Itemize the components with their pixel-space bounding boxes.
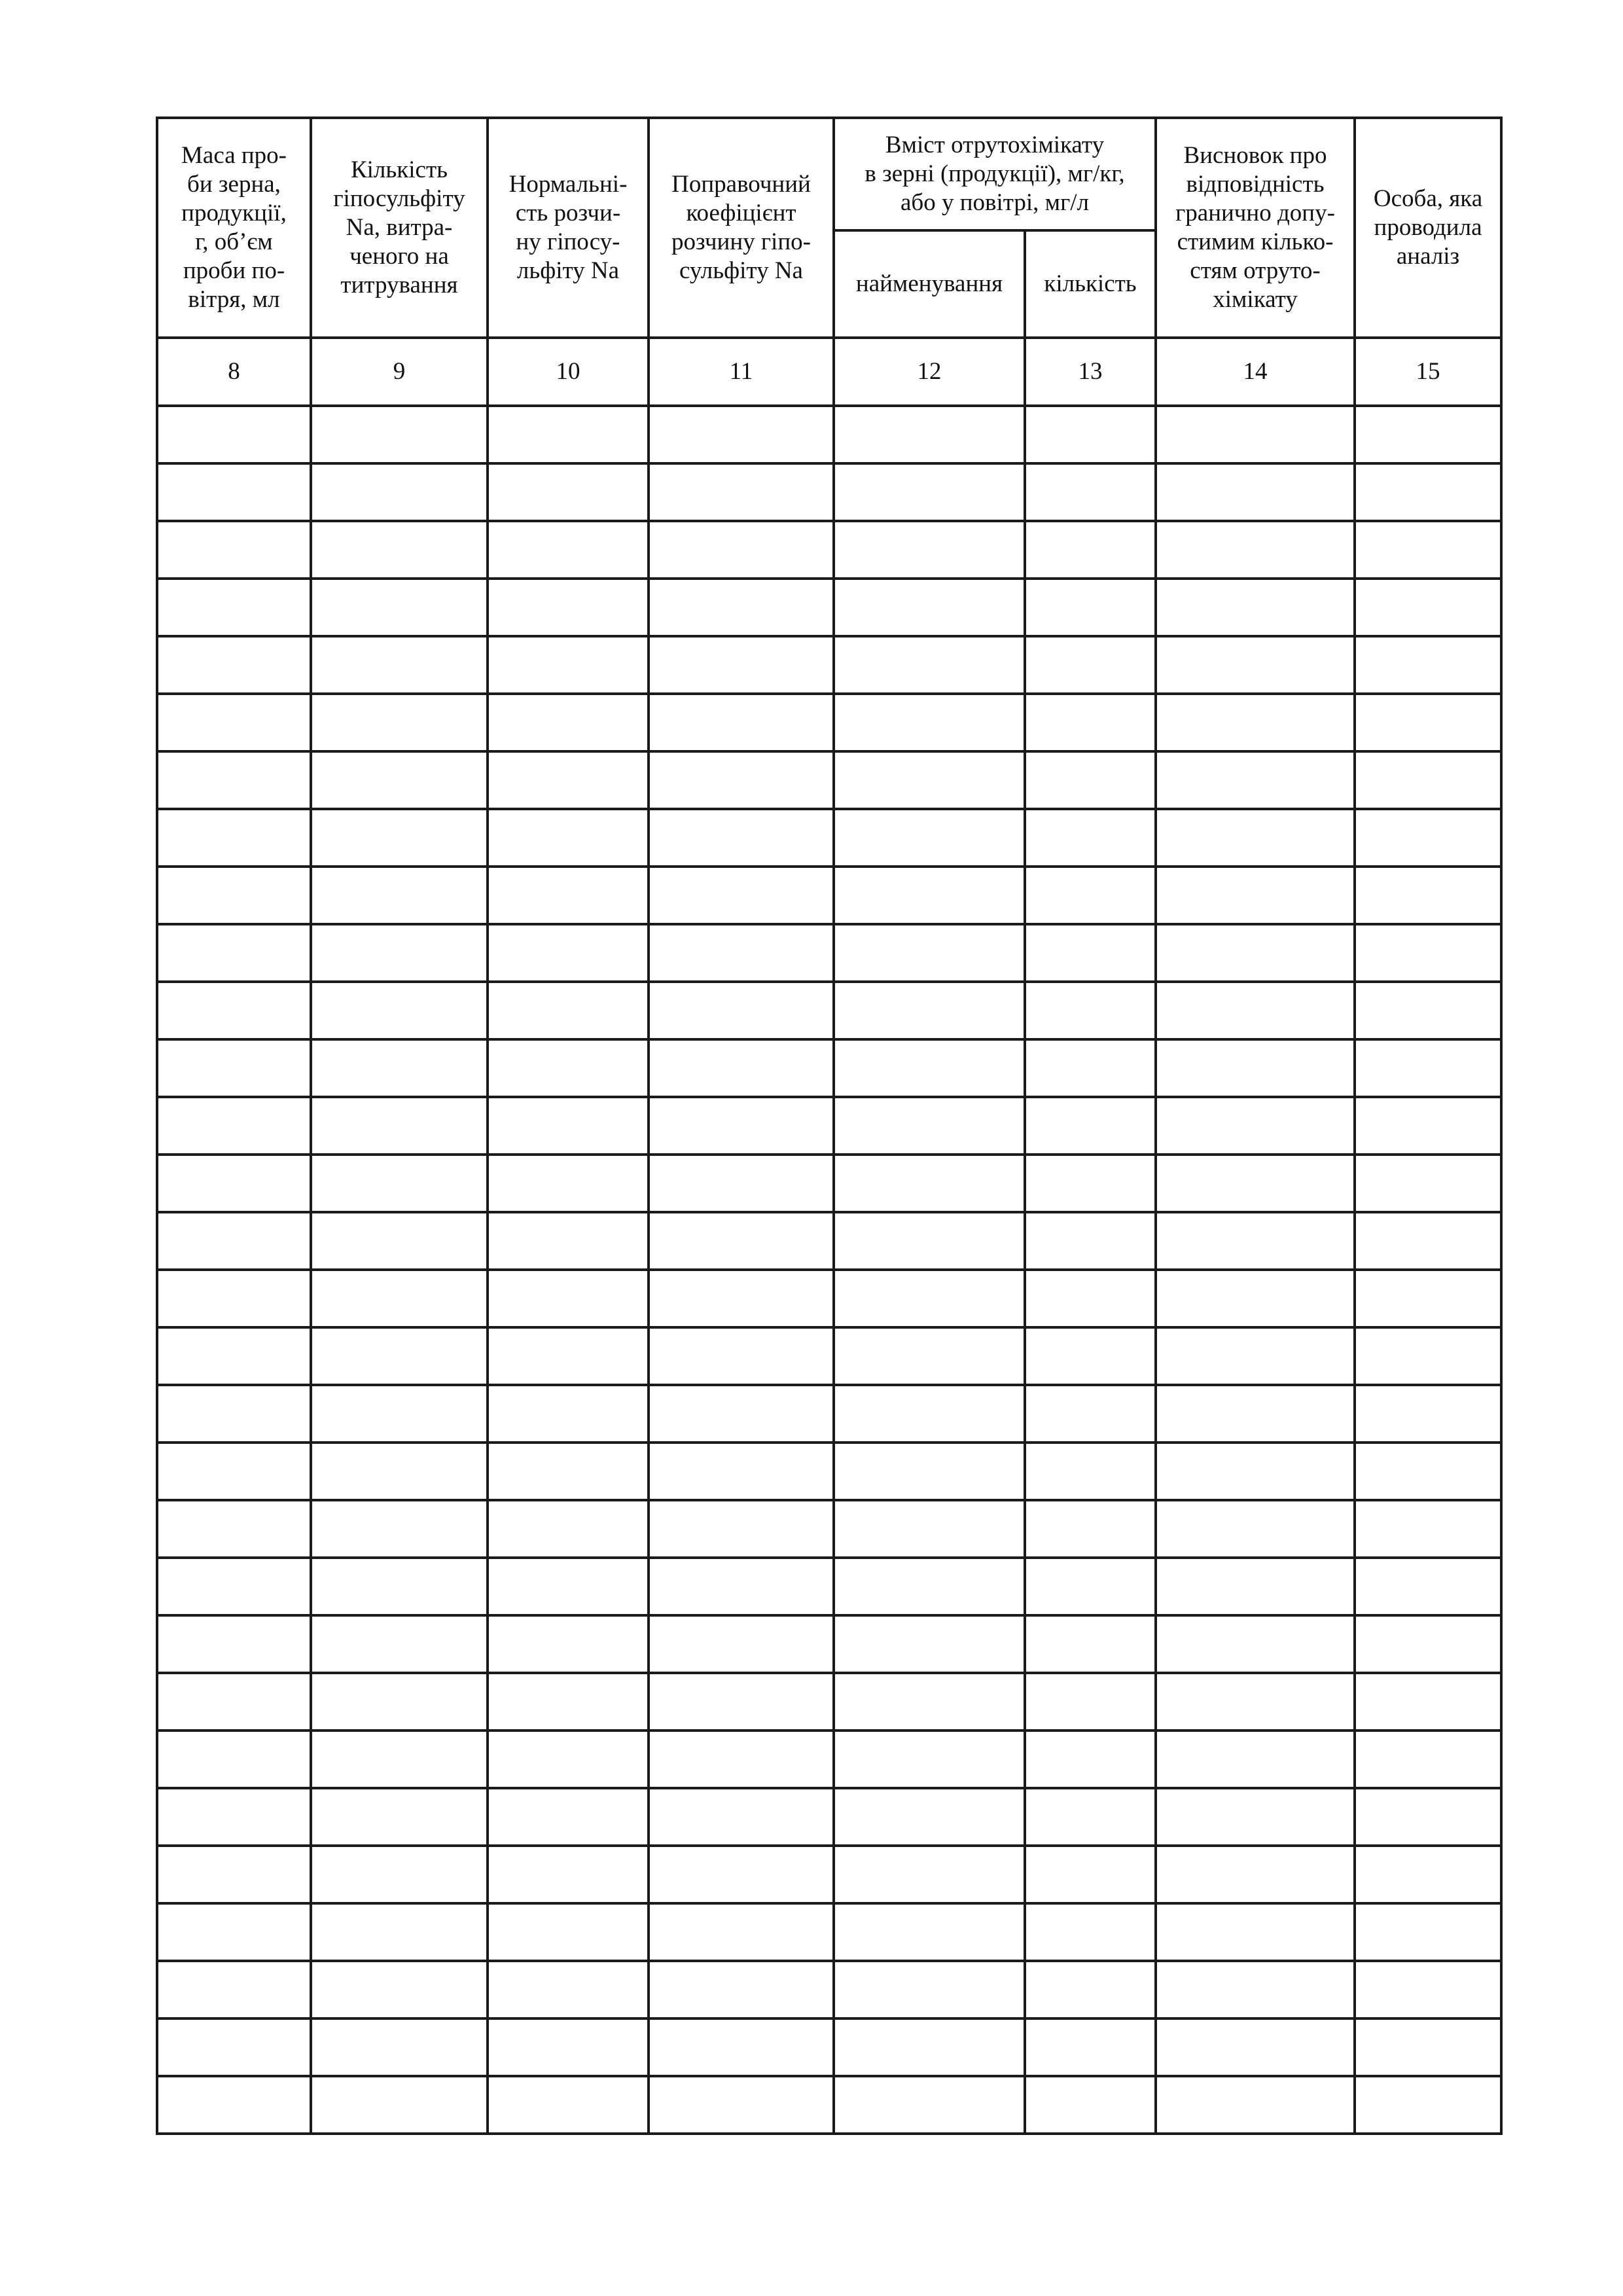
table-cell[interactable]	[649, 521, 834, 579]
header-name: найменування	[834, 230, 1025, 338]
table-cell[interactable]	[157, 579, 311, 636]
table-cell[interactable]	[488, 1385, 649, 1443]
table-cell[interactable]	[488, 1443, 649, 1500]
table-row	[157, 2076, 1501, 2134]
table-cell[interactable]	[1025, 809, 1156, 867]
table-cell[interactable]	[157, 1443, 311, 1500]
table-cell[interactable]	[1156, 1788, 1355, 1846]
table-cell[interactable]	[1025, 751, 1156, 809]
table-row	[157, 867, 1501, 924]
table-cell[interactable]	[157, 463, 311, 521]
table-cell[interactable]	[311, 1558, 488, 1615]
table-cell[interactable]	[1025, 2076, 1156, 2134]
table-cell[interactable]	[1355, 1673, 1501, 1731]
table-cell[interactable]	[1156, 1615, 1355, 1673]
table-cell[interactable]	[311, 521, 488, 579]
table-row	[157, 1673, 1501, 1731]
table-cell[interactable]	[834, 463, 1025, 521]
table-cell[interactable]	[1025, 1327, 1156, 1385]
table-cell[interactable]	[1355, 463, 1501, 521]
table-cell[interactable]	[157, 1788, 311, 1846]
table-cell[interactable]	[1156, 751, 1355, 809]
table-cell[interactable]	[1156, 924, 1355, 982]
table-cell[interactable]	[834, 1673, 1025, 1731]
table-cell[interactable]	[488, 1155, 649, 1212]
table-cell[interactable]	[1156, 406, 1355, 463]
table-cell[interactable]	[649, 1961, 834, 2018]
table-cell[interactable]	[157, 636, 311, 694]
table-cell[interactable]	[1355, 521, 1501, 579]
table-cell[interactable]	[157, 1155, 311, 1212]
table-cell[interactable]	[1355, 2076, 1501, 2134]
table-cell[interactable]	[488, 1327, 649, 1385]
table-cell[interactable]	[1025, 1500, 1156, 1558]
table-cell[interactable]	[834, 1788, 1025, 1846]
table-cell[interactable]	[157, 1731, 311, 1788]
table-cell[interactable]	[1355, 1788, 1501, 1846]
table-cell[interactable]	[1025, 1097, 1156, 1155]
table-cell[interactable]	[311, 1961, 488, 2018]
table-cell[interactable]	[488, 579, 649, 636]
table-cell[interactable]	[834, 982, 1025, 1039]
table-cell[interactable]	[1355, 809, 1501, 867]
table-cell[interactable]	[834, 1615, 1025, 1673]
table-cell[interactable]	[488, 636, 649, 694]
table-cell[interactable]	[1156, 867, 1355, 924]
table-cell[interactable]	[1355, 982, 1501, 1039]
table-cell[interactable]	[1355, 1558, 1501, 1615]
table-cell[interactable]	[649, 1212, 834, 1270]
table-cell[interactable]	[157, 2076, 311, 2134]
table-cell[interactable]	[1025, 521, 1156, 579]
table-cell[interactable]	[488, 1615, 649, 1673]
table-cell[interactable]	[488, 1673, 649, 1731]
table-cell[interactable]	[311, 406, 488, 463]
table-cell[interactable]	[1156, 1385, 1355, 1443]
table-cell[interactable]	[649, 924, 834, 982]
column-number: 13	[1025, 338, 1156, 406]
table-row	[157, 1615, 1501, 1673]
table-cell[interactable]	[649, 1673, 834, 1731]
table-cell[interactable]	[1355, 1903, 1501, 1961]
table-cell[interactable]	[649, 579, 834, 636]
header-pesticide-content: Вміст отрутохімікату в зерні (продукції), мг/кг, або у повітрі, мг/л	[834, 118, 1156, 230]
table-cell[interactable]	[1156, 463, 1355, 521]
table-cell[interactable]	[1156, 579, 1355, 636]
table-cell[interactable]	[488, 1039, 649, 1097]
table-cell[interactable]	[649, 982, 834, 1039]
table-cell[interactable]	[649, 1846, 834, 1903]
table-cell[interactable]	[1355, 1961, 1501, 2018]
table-row	[157, 1961, 1501, 2018]
table-cell[interactable]	[1156, 809, 1355, 867]
table-cell[interactable]	[488, 2018, 649, 2076]
table-cell[interactable]	[649, 1443, 834, 1500]
table-cell[interactable]	[311, 809, 488, 867]
table-cell[interactable]	[488, 694, 649, 751]
table-cell[interactable]	[488, 982, 649, 1039]
table-cell[interactable]	[834, 1270, 1025, 1327]
table-cell[interactable]	[488, 1558, 649, 1615]
table-cell[interactable]	[834, 1903, 1025, 1961]
table-row	[157, 1212, 1501, 1270]
table-cell[interactable]	[157, 2018, 311, 2076]
table-cell[interactable]	[1156, 1097, 1355, 1155]
table-cell[interactable]	[649, 2076, 834, 2134]
table-cell[interactable]	[1355, 694, 1501, 751]
table-cell[interactable]	[1156, 1846, 1355, 1903]
table-cell[interactable]	[488, 809, 649, 867]
table-cell[interactable]	[311, 1270, 488, 1327]
table-cell[interactable]	[157, 1846, 311, 1903]
table-cell[interactable]	[834, 2018, 1025, 2076]
table-cell[interactable]	[488, 1788, 649, 1846]
table-cell[interactable]	[834, 867, 1025, 924]
table-cell[interactable]	[1025, 463, 1156, 521]
table-cell[interactable]	[1156, 521, 1355, 579]
table-row	[157, 636, 1501, 694]
table-cell[interactable]	[1156, 1443, 1355, 1500]
table-cell[interactable]	[649, 1731, 834, 1788]
table-cell[interactable]	[1025, 982, 1156, 1039]
table-cell[interactable]	[834, 1961, 1025, 2018]
table-cell[interactable]	[1156, 1500, 1355, 1558]
table-cell[interactable]	[1025, 579, 1156, 636]
table-row	[157, 1558, 1501, 1615]
table-row	[157, 406, 1501, 463]
table-cell[interactable]	[834, 924, 1025, 982]
table-cell[interactable]	[834, 406, 1025, 463]
column-number: 15	[1355, 338, 1501, 406]
table-cell[interactable]	[157, 1039, 311, 1097]
table-cell[interactable]	[311, 1097, 488, 1155]
table-cell[interactable]	[311, 1385, 488, 1443]
header-analyst: Особа, яка проводила аналіз	[1355, 118, 1501, 338]
journal-table	[156, 117, 1503, 2135]
table-cell[interactable]	[488, 463, 649, 521]
table-cell[interactable]	[311, 751, 488, 809]
table-cell[interactable]	[1355, 1443, 1501, 1500]
table-cell[interactable]	[311, 1615, 488, 1673]
table-cell[interactable]	[649, 694, 834, 751]
table-row	[157, 751, 1501, 809]
table-cell[interactable]	[649, 867, 834, 924]
table-cell[interactable]	[834, 809, 1025, 867]
column-number-row	[157, 338, 1501, 406]
table-cell[interactable]	[834, 1327, 1025, 1385]
table-cell[interactable]	[157, 1903, 311, 1961]
column-number: 11	[649, 338, 834, 406]
table-cell[interactable]	[157, 867, 311, 924]
table-cell[interactable]	[1025, 1903, 1156, 1961]
header-conclusion: Висновок про відповідність гранично допу- стимим кілько- стям отруто- хімікату	[1156, 118, 1355, 338]
table-cell[interactable]	[1025, 636, 1156, 694]
table-cell[interactable]	[157, 809, 311, 867]
table-cell[interactable]	[1156, 1558, 1355, 1615]
table-cell[interactable]	[1355, 1500, 1501, 1558]
table-cell[interactable]	[157, 1615, 311, 1673]
table-cell[interactable]	[1025, 1155, 1156, 1212]
table-cell[interactable]	[649, 1270, 834, 1327]
table-row	[157, 1443, 1501, 1500]
header-quantity: кількість	[1025, 230, 1156, 338]
table-cell[interactable]	[649, 636, 834, 694]
table-cell[interactable]	[488, 1961, 649, 2018]
table-cell[interactable]	[1156, 694, 1355, 751]
table-cell[interactable]	[1025, 1846, 1156, 1903]
table-cell[interactable]	[311, 1731, 488, 1788]
table-cell[interactable]	[1156, 1039, 1355, 1097]
table-cell[interactable]	[649, 1327, 834, 1385]
header-hyposulfite-amount: Кількість гіпосульфіту Na, витра- ченого на титрування	[311, 118, 488, 338]
table-cell[interactable]	[488, 1212, 649, 1270]
table-cell[interactable]	[834, 1731, 1025, 1788]
table-cell[interactable]	[311, 1788, 488, 1846]
table-cell[interactable]	[649, 1039, 834, 1097]
table-cell[interactable]	[1156, 1961, 1355, 2018]
table-cell[interactable]	[311, 1039, 488, 1097]
table-cell[interactable]	[488, 521, 649, 579]
table-cell[interactable]	[834, 2076, 1025, 2134]
table-cell[interactable]	[834, 1558, 1025, 1615]
table-row	[157, 1731, 1501, 1788]
table-cell[interactable]	[488, 2076, 649, 2134]
table-cell[interactable]	[311, 1443, 488, 1500]
table-cell[interactable]	[834, 694, 1025, 751]
table-cell[interactable]	[649, 1903, 834, 1961]
table-cell[interactable]	[311, 1212, 488, 1270]
table-cell[interactable]	[1025, 1443, 1156, 1500]
column-number: 8	[157, 338, 311, 406]
column-number: 12	[834, 338, 1025, 406]
table-cell[interactable]	[649, 1615, 834, 1673]
table-cell[interactable]	[1355, 1039, 1501, 1097]
table-cell[interactable]	[157, 982, 311, 1039]
table-cell[interactable]	[157, 1212, 311, 1270]
table-cell[interactable]	[834, 751, 1025, 809]
table-cell[interactable]	[157, 694, 311, 751]
table-cell[interactable]	[649, 1385, 834, 1443]
table-cell[interactable]	[311, 867, 488, 924]
table-cell[interactable]	[157, 1270, 311, 1327]
table-cell[interactable]	[157, 751, 311, 809]
table-cell[interactable]	[488, 1846, 649, 1903]
header-normality: Нормальні- сть розчи- ну гіпосу- льфіту Na	[488, 118, 649, 338]
table-cell[interactable]	[157, 1961, 311, 2018]
table-cell[interactable]	[1156, 1327, 1355, 1385]
table-cell[interactable]	[1025, 1558, 1156, 1615]
table-row	[157, 1385, 1501, 1443]
table-cell[interactable]	[834, 579, 1025, 636]
table-cell[interactable]	[157, 924, 311, 982]
table-cell[interactable]	[1025, 1961, 1156, 2018]
table-cell[interactable]	[311, 1673, 488, 1731]
header-sample-mass: Маса про- би зерна, продукції, г, об’єм проби по- вітря, мл	[157, 118, 311, 338]
table-row	[157, 1097, 1501, 1155]
table-cell[interactable]	[311, 2076, 488, 2134]
table-row	[157, 1327, 1501, 1385]
table-cell[interactable]	[488, 1903, 649, 1961]
table-cell[interactable]	[1025, 1270, 1156, 1327]
table-cell[interactable]	[311, 1500, 488, 1558]
table-cell[interactable]	[834, 636, 1025, 694]
table-cell[interactable]	[311, 1327, 488, 1385]
table-cell[interactable]	[1156, 636, 1355, 694]
table-cell[interactable]	[157, 1673, 311, 1731]
table-cell[interactable]	[834, 1097, 1025, 1155]
table-cell[interactable]	[1355, 1212, 1501, 1270]
table-cell[interactable]	[1025, 694, 1156, 751]
table-cell[interactable]	[157, 1558, 311, 1615]
table-row	[157, 1155, 1501, 1212]
table-cell[interactable]	[1025, 406, 1156, 463]
table-cell[interactable]	[1355, 1097, 1501, 1155]
table-cell[interactable]	[649, 1788, 834, 1846]
table-cell[interactable]	[1025, 1788, 1156, 1846]
table-row	[157, 982, 1501, 1039]
table-cell[interactable]	[488, 751, 649, 809]
table-row	[157, 463, 1501, 521]
table-cell[interactable]	[1025, 867, 1156, 924]
table-cell[interactable]	[311, 694, 488, 751]
table-cell[interactable]	[157, 1500, 311, 1558]
table-cell[interactable]	[157, 521, 311, 579]
table-cell[interactable]	[649, 1097, 834, 1155]
table-cell[interactable]	[1025, 1039, 1156, 1097]
table-cell[interactable]	[488, 924, 649, 982]
table-cell[interactable]	[1025, 1385, 1156, 1443]
table-cell[interactable]	[488, 1500, 649, 1558]
table-cell[interactable]	[311, 463, 488, 521]
table-cell[interactable]	[1355, 924, 1501, 982]
table-cell[interactable]	[157, 1327, 311, 1385]
table-cell[interactable]	[1355, 751, 1501, 809]
table-cell[interactable]	[488, 1270, 649, 1327]
table-cell[interactable]	[649, 406, 834, 463]
table-cell[interactable]	[1025, 1731, 1156, 1788]
table-row	[157, 579, 1501, 636]
table-row	[157, 1903, 1501, 1961]
table-cell[interactable]	[834, 1155, 1025, 1212]
table-row	[157, 1270, 1501, 1327]
table-cell[interactable]	[311, 579, 488, 636]
table-cell[interactable]	[1025, 924, 1156, 982]
table-cell[interactable]	[311, 982, 488, 1039]
table-cell[interactable]	[1156, 1903, 1355, 1961]
table-cell[interactable]	[1355, 406, 1501, 463]
table-cell[interactable]	[1156, 2076, 1355, 2134]
table-cell[interactable]	[1156, 2018, 1355, 2076]
table-cell[interactable]	[1355, 1327, 1501, 1385]
table-cell[interactable]	[1355, 1385, 1501, 1443]
column-number: 14	[1156, 338, 1355, 406]
table-cell[interactable]	[1355, 2018, 1501, 2076]
table-cell[interactable]	[649, 751, 834, 809]
column-number: 10	[488, 338, 649, 406]
table-row	[157, 1846, 1501, 1903]
table-cell[interactable]	[1156, 1270, 1355, 1327]
table-row	[157, 521, 1501, 579]
table-cell[interactable]	[1355, 579, 1501, 636]
table-cell[interactable]	[1355, 1270, 1501, 1327]
table-cell[interactable]	[1156, 1155, 1355, 1212]
table-cell[interactable]	[649, 463, 834, 521]
table-cell[interactable]	[1355, 867, 1501, 924]
table-cell[interactable]	[834, 1039, 1025, 1097]
header-correction-coefficient: Поправочний коефіцієнт розчину гіпо- сульфіту Na	[649, 118, 834, 338]
table-cell[interactable]	[311, 1846, 488, 1903]
table-row	[157, 924, 1501, 982]
table-cell[interactable]	[1355, 1846, 1501, 1903]
table-cell[interactable]	[311, 1155, 488, 1212]
table-cell[interactable]	[649, 1500, 834, 1558]
table-cell[interactable]	[157, 406, 311, 463]
table-cell[interactable]	[311, 924, 488, 982]
table-cell[interactable]	[157, 1385, 311, 1443]
table-cell[interactable]	[311, 2018, 488, 2076]
table-cell[interactable]	[834, 1846, 1025, 1903]
table-cell[interactable]	[649, 2018, 834, 2076]
table-cell[interactable]	[1156, 1673, 1355, 1731]
table-row	[157, 1500, 1501, 1558]
table-cell[interactable]	[488, 867, 649, 924]
table-cell[interactable]	[311, 636, 488, 694]
table-cell[interactable]	[157, 1097, 311, 1155]
table-row	[157, 1788, 1501, 1846]
table-cell[interactable]	[1156, 1731, 1355, 1788]
table-cell[interactable]	[488, 1097, 649, 1155]
table-cell[interactable]	[649, 1558, 834, 1615]
table-cell[interactable]	[488, 406, 649, 463]
table-cell[interactable]	[834, 1385, 1025, 1443]
table-cell[interactable]	[834, 521, 1025, 579]
table-cell[interactable]	[311, 1903, 488, 1961]
table-cell[interactable]	[1025, 1212, 1156, 1270]
table-cell[interactable]	[649, 809, 834, 867]
table-cell[interactable]	[834, 1443, 1025, 1500]
table-cell[interactable]	[834, 1500, 1025, 1558]
table-cell[interactable]	[1025, 2018, 1156, 2076]
table-cell[interactable]	[649, 1155, 834, 1212]
table-cell[interactable]	[1025, 1673, 1156, 1731]
table-cell[interactable]	[1025, 1615, 1156, 1673]
table-cell[interactable]	[834, 1212, 1025, 1270]
table-row	[157, 2018, 1501, 2076]
table-cell[interactable]	[1156, 1212, 1355, 1270]
table-cell[interactable]	[488, 1731, 649, 1788]
table-row	[157, 809, 1501, 867]
table-row	[157, 1039, 1501, 1097]
table-cell[interactable]	[1355, 636, 1501, 694]
table-row	[157, 694, 1501, 751]
table-cell[interactable]	[1355, 1155, 1501, 1212]
column-number: 9	[311, 338, 488, 406]
table-cell[interactable]	[1355, 1731, 1501, 1788]
table-cell[interactable]	[1355, 1615, 1501, 1673]
table-cell[interactable]	[1156, 982, 1355, 1039]
